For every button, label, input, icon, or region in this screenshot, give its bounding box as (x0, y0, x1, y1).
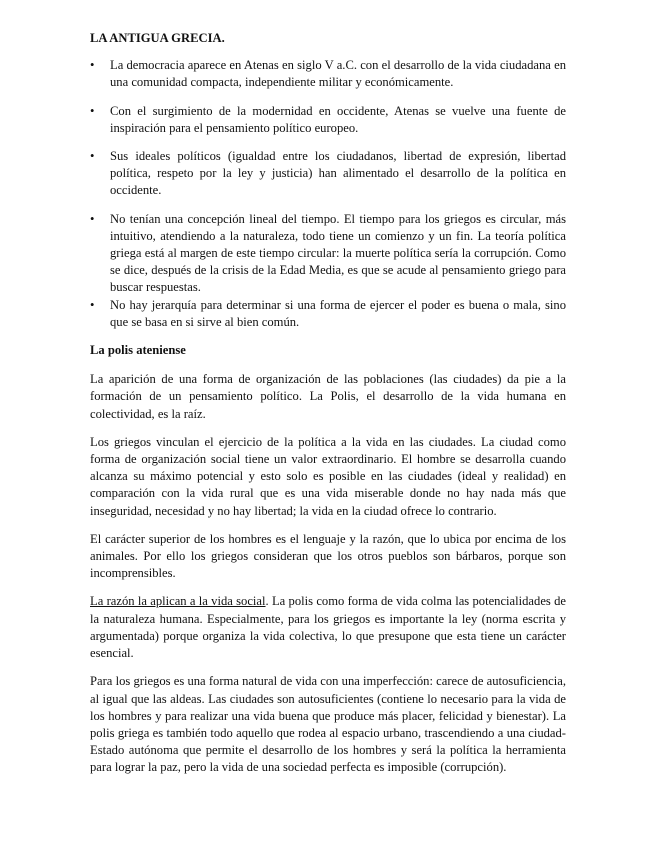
bullet-icon: • (90, 103, 95, 118)
list-item (90, 103, 566, 137)
paragraph-4-rest: . La polis como forma de vida colma las potencialidades de la naturaleza humana. Especialmente, para los griegos es importante la ley (norma escrita y argumentada) porque organiza la vida colectiva, lo que presupone que esta tiene un carácter esencial. (90, 594, 566, 661)
document-title: LA ANTIGUA GRECIA. (90, 31, 225, 45)
paragraph-3: El carácter superior de los hombres es el lenguaje y la razón, que lo ubica por encima de los animales. Por ello los griegos consideran que los otros pueblos son bárbaros, porque son incomprensibles. (90, 531, 566, 581)
bullet-icon: • (90, 149, 95, 164)
list-item-text: No hay jerarquía para determinar si una forma de ejercer el poder es buena o mala, sino que se basa en si sirve al bien común. (110, 297, 566, 329)
paragraph-4 (90, 593, 566, 662)
underlined-phrase: La razón la aplican a la vida social (90, 594, 266, 609)
document-page (90, 30, 566, 788)
list-item-text: No tenían una concepción lineal del tiempo. El tiempo para los griegos es circular, más intuitivo, atendiendo a la naturaleza, todo tiene un comienzo y un fin. La teoría política griega está al margen de este tiempo circular: la muerte política sería la corrupción. Como se dice, después de la crisis de la Edad Media, es que se acude al pensamiento griego para buscar respuestas. (110, 211, 566, 295)
list-item (90, 148, 566, 200)
section-heading: La polis ateniense (90, 343, 186, 358)
bullet-icon: • (90, 211, 95, 226)
list-item (90, 211, 566, 297)
bullet-icon: • (90, 58, 95, 73)
bullet-list (90, 57, 566, 331)
list-item-text: Con el surgimiento de la modernidad en occidente, Atenas se vuelve una fuente de inspiración para el pensamiento político europeo. (110, 103, 566, 135)
list-item-text: Sus ideales políticos (igualdad entre los ciudadanos, libertad de expresión, libertad política, respeto por la ley y justicia) han alimentado el desarrollo de la política en occidente. (110, 149, 566, 198)
list-item (90, 57, 566, 91)
paragraph-1: La aparición de una forma de organización de las poblaciones (las ciudades) da pie a la formación de un pensamiento político. La Polis, el desarrollo de la vida humana en colectividad, es la raíz. (90, 372, 566, 421)
paragraph-5: Para los griegos es una forma natural de vida con una imperfección: carece de autosuficiencia, al igual que las aldeas. Las ciudades son autosuficientes (contiene lo necesario para la vida de los hombres y para realizar una vida buena que produce más placer, felicidad y bienestar). La polis griega es también todo aquello que rodea al espacio urbano, trascendiendo a una ciudad-Estado autónoma que permite el desarrollo de los hombres y será la política la herramienta para lograr la paz, pero la vida de una sociedad perfecta es imposible (corrupción). (90, 674, 566, 775)
paragraph-2: Los griegos vinculan el ejercicio de la política a la vida en las ciudades. La ciudad como forma de organización social tiene un valor extraordinario. El hombre se desarrolla cuando alcanza su máximo potencial y esto solo es posible en las ciudades (ideal y realidad) en comparación con la vida rural que es una vida miserable donde no hay nada más que inseguridad, necesidad y no hay libertad; la vida en la ciudad ofrece lo contrario. (90, 434, 566, 518)
list-item (90, 297, 566, 331)
bullet-icon: • (90, 297, 95, 312)
list-item-text: La democracia aparece en Atenas en siglo V a.C. con el desarrollo de la vida ciudadana en una comunidad compacta, independiente militar y económicamente. (110, 58, 566, 90)
